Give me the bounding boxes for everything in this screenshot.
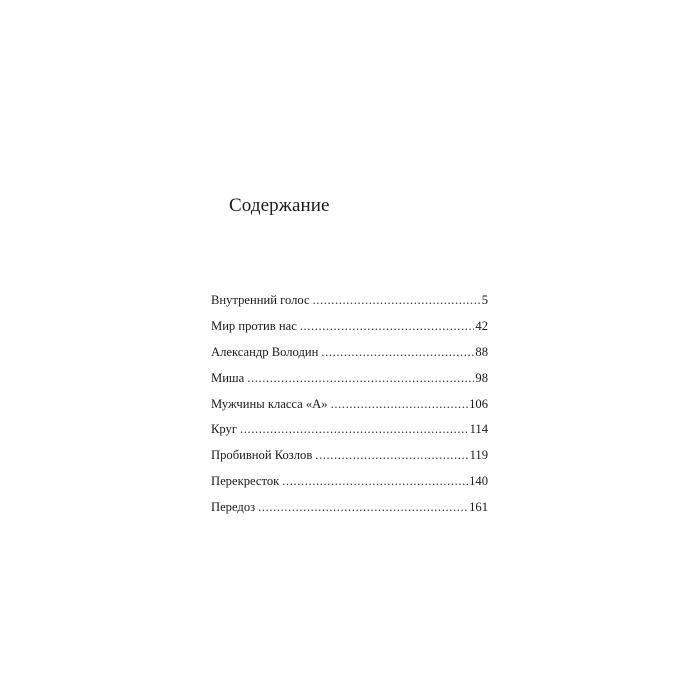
dot-leader [331,392,469,418]
toc-entry-title: Мужчины класса «А» [211,396,328,411]
toc-entry-page: 106 [469,396,488,411]
toc-entry-page: 161 [469,500,488,515]
dot-leader [315,443,468,469]
page-title: Содержание [229,195,330,216]
toc-entry-title: Передоз [211,500,256,515]
dot-leader [247,366,474,392]
dot-leader [258,495,468,521]
toc-entry-page: 140 [469,474,488,489]
toc-entry-title: Круг [211,422,237,437]
toc-entry-page: 119 [469,448,488,463]
toc-entry-page: 42 [475,318,488,333]
dot-leader [313,288,481,314]
toc-entry-title: Мир против нас [211,318,297,333]
dot-leader [282,469,468,495]
toc-entry-page: 5 [481,293,488,307]
toc-entry-2 [211,314,488,340]
toc-entry-7 [211,443,488,469]
table-of-contents [211,288,488,521]
toc-entry-9 [211,495,488,521]
toc-entry-title: Миша [211,370,245,385]
toc-entry-1 [211,288,488,314]
toc-entry-title: Внутренний голос [211,293,310,307]
toc-entry-3 [211,340,488,366]
toc-entry-page: 88 [475,344,488,359]
toc-entry-title: Перекресток [211,474,280,489]
toc-entry-page: 98 [475,370,488,385]
toc-entry-5 [211,392,488,418]
dot-leader [240,417,469,443]
toc-entry-8 [211,469,488,495]
toc-entry-title: Пробивной Козлов [211,448,313,463]
toc-entry-title: Александр Володин [211,344,319,359]
toc-entry-4 [211,366,488,392]
toc-entry-6 [211,417,488,443]
dot-leader [321,340,474,366]
dot-leader [300,314,475,340]
toc-entry-page: 114 [469,422,488,437]
